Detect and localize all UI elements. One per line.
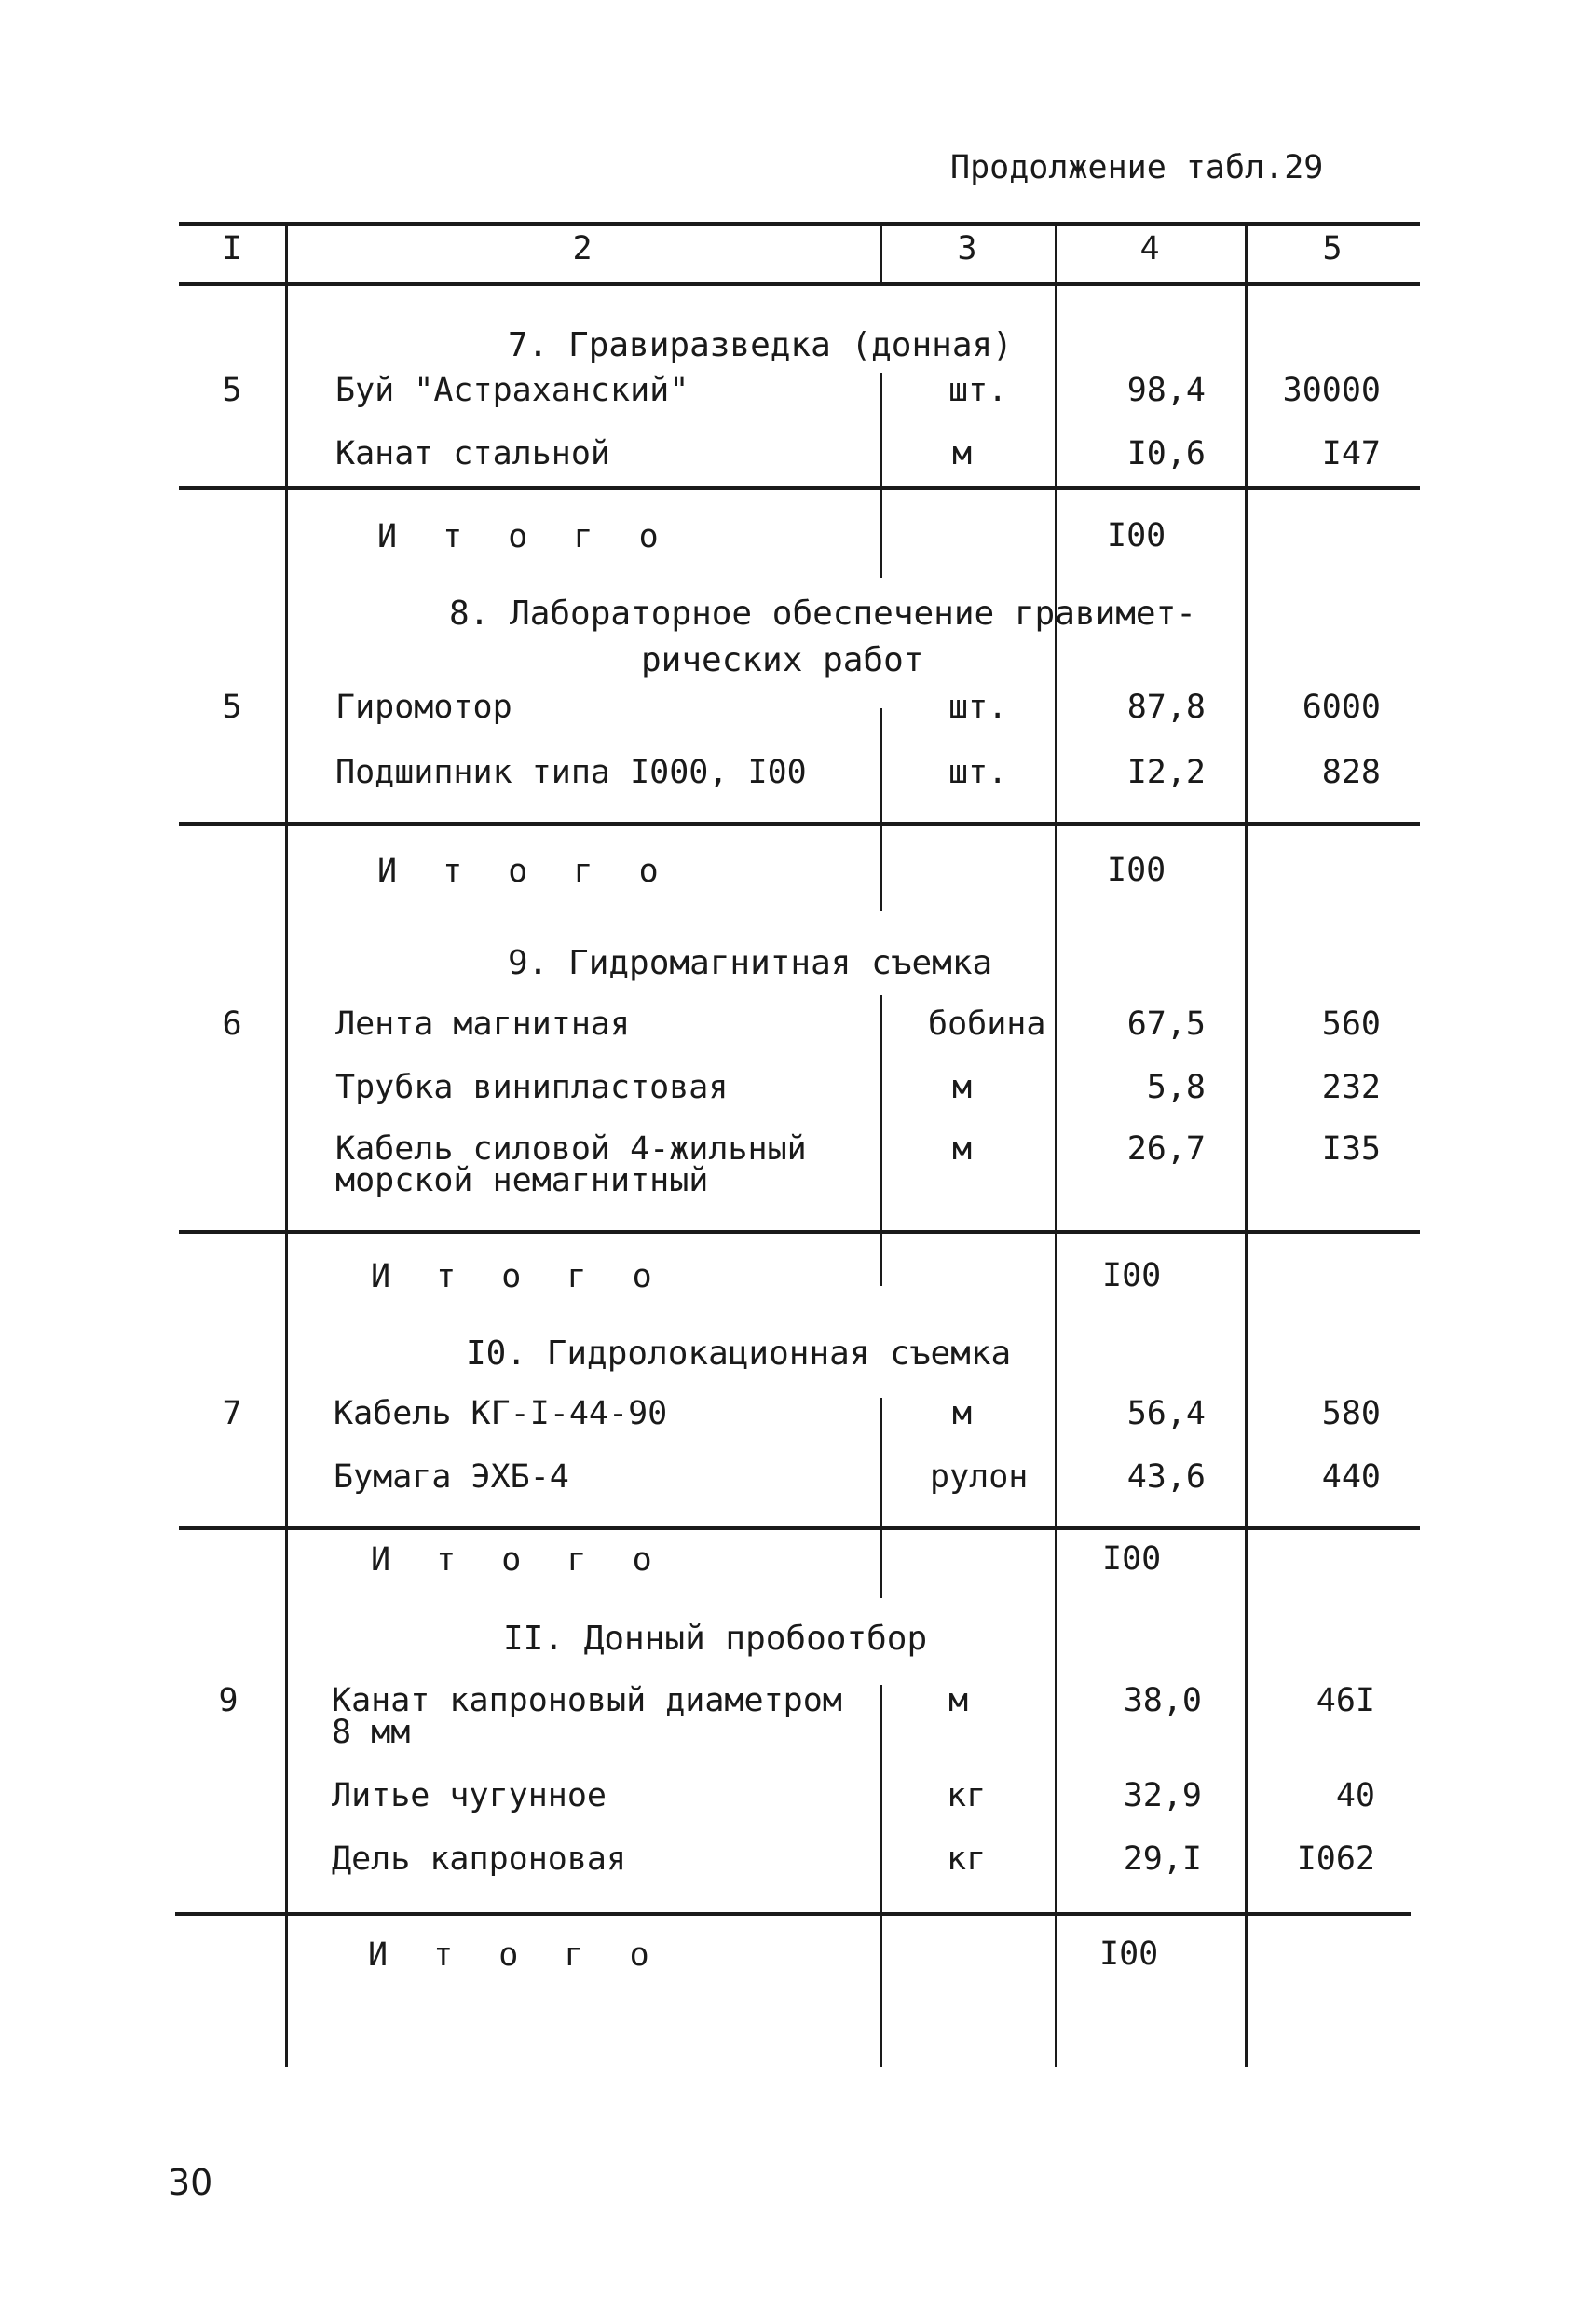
group-number: 7 [222, 1395, 242, 1432]
item-quantity: I35 [1321, 1130, 1381, 1168]
item-unit: шт. [948, 689, 1008, 726]
group-number: 5 [222, 372, 242, 409]
item-quantity: 560 [1321, 1006, 1381, 1043]
item-unit: м [952, 435, 973, 472]
header-col-1: I [222, 230, 242, 267]
section11-bottom-rule [175, 1912, 1411, 1916]
item-quantity: 30000 [1282, 372, 1381, 409]
group-number: 5 [222, 689, 242, 726]
page-number: 30 [168, 2162, 213, 2203]
section7-bottom-rule [179, 486, 1420, 490]
item-percent: 67,5 [1126, 1006, 1206, 1043]
item-percent: 32,9 [1123, 1777, 1202, 1814]
item-name-line2: 8 мм [332, 1714, 411, 1751]
item-name: Литье чугунное [332, 1777, 607, 1814]
item-name-line1: Кабель силовой 4-жильный [335, 1130, 807, 1168]
item-unit: м [952, 1395, 973, 1432]
item-name: Буй "Астраханский" [335, 372, 689, 409]
item-percent: 98,4 [1126, 372, 1206, 409]
item-unit: м [952, 1130, 973, 1168]
section10-bottom-rule [179, 1526, 1420, 1530]
item-unit: м [952, 1069, 973, 1106]
col3-divider-seg [880, 373, 882, 578]
header-col-2: 2 [572, 230, 593, 267]
item-quantity: 46I [1316, 1682, 1375, 1719]
total-value: I00 [1107, 517, 1166, 554]
col3-divider-seg [880, 708, 882, 911]
total-label: И т о г о [371, 1541, 665, 1579]
item-name: Трубка винипластовая [335, 1069, 729, 1106]
item-name-line1: Канат капроновый диаметром [332, 1682, 842, 1719]
total-label: И т о г о [377, 853, 672, 890]
item-percent: 5,8 [1146, 1069, 1206, 1106]
item-unit: бобина [928, 1006, 1046, 1043]
total-label: И т о г о [377, 518, 672, 555]
item-name: Дель капроновая [332, 1840, 627, 1878]
item-quantity: I47 [1321, 435, 1381, 472]
item-unit: шт. [948, 372, 1008, 409]
item-name: Гиромотор [335, 689, 512, 726]
item-percent: 56,4 [1126, 1395, 1206, 1432]
item-unit: м [948, 1682, 969, 1719]
col3-divider-seg [880, 995, 882, 1286]
item-quantity: 232 [1321, 1069, 1381, 1106]
item-name: Подшипник типа I000, I00 [335, 754, 807, 791]
item-quantity: 828 [1321, 754, 1381, 791]
item-percent: 26,7 [1126, 1130, 1206, 1168]
total-value: I00 [1107, 852, 1166, 889]
section-title: I0. Гидролокационная съемка [466, 1334, 1012, 1373]
section-title-line1: 8. Лабораторное обеспечение гравимет- [449, 595, 1196, 633]
total-value: I00 [1102, 1540, 1162, 1578]
total-label: И т о г о [371, 1258, 665, 1295]
table-top-rule [179, 222, 1420, 226]
col1-divider [285, 222, 288, 2067]
item-percent: I2,2 [1126, 754, 1206, 791]
item-percent: I0,6 [1126, 435, 1206, 472]
item-quantity: 580 [1321, 1395, 1381, 1432]
item-percent: 38,0 [1123, 1682, 1202, 1719]
header-bottom-rule [179, 282, 1420, 286]
item-percent: 29,I [1123, 1840, 1202, 1878]
header-col-4: 4 [1139, 230, 1160, 267]
item-unit: кг [947, 1777, 987, 1814]
item-name: Канат стальной [335, 435, 611, 472]
item-quantity: 6000 [1302, 689, 1381, 726]
col3-divider-seg [880, 1685, 882, 2067]
item-unit: рулон [930, 1458, 1029, 1496]
section-title: 7. Гравиразведка (донная) [508, 326, 1013, 364]
section-title: II. Донный пробоотбор [503, 1620, 928, 1658]
section9-bottom-rule [179, 1230, 1420, 1234]
item-quantity: 40 [1335, 1777, 1375, 1814]
item-name: Кабель КГ-I-44-90 [334, 1395, 668, 1432]
item-quantity: 440 [1321, 1458, 1381, 1496]
section-title-line2: рических работ [641, 641, 924, 679]
total-label: И т о г о [368, 1936, 662, 1974]
header-col-5: 5 [1322, 230, 1343, 267]
section8-bottom-rule [179, 822, 1420, 826]
item-percent: 87,8 [1126, 689, 1206, 726]
item-name-line2: морской немагнитный [335, 1162, 709, 1199]
col3-divider-seg [880, 1398, 882, 1598]
group-number: 9 [218, 1682, 239, 1719]
item-unit: шт. [948, 754, 1008, 791]
item-quantity: I062 [1296, 1840, 1375, 1878]
group-number: 6 [222, 1006, 242, 1043]
total-value: I00 [1099, 1936, 1159, 1973]
item-name: Лента магнитная [335, 1006, 631, 1043]
header-col-3: 3 [957, 230, 977, 267]
total-value: I00 [1102, 1257, 1162, 1294]
item-name: Бумага ЭХБ-4 [334, 1458, 569, 1496]
section-title: 9. Гидромагнитная съемка [508, 944, 993, 982]
item-percent: 43,6 [1126, 1458, 1206, 1496]
table-caption: Продолжение табл.29 [950, 149, 1324, 186]
item-unit: кг [947, 1840, 987, 1878]
